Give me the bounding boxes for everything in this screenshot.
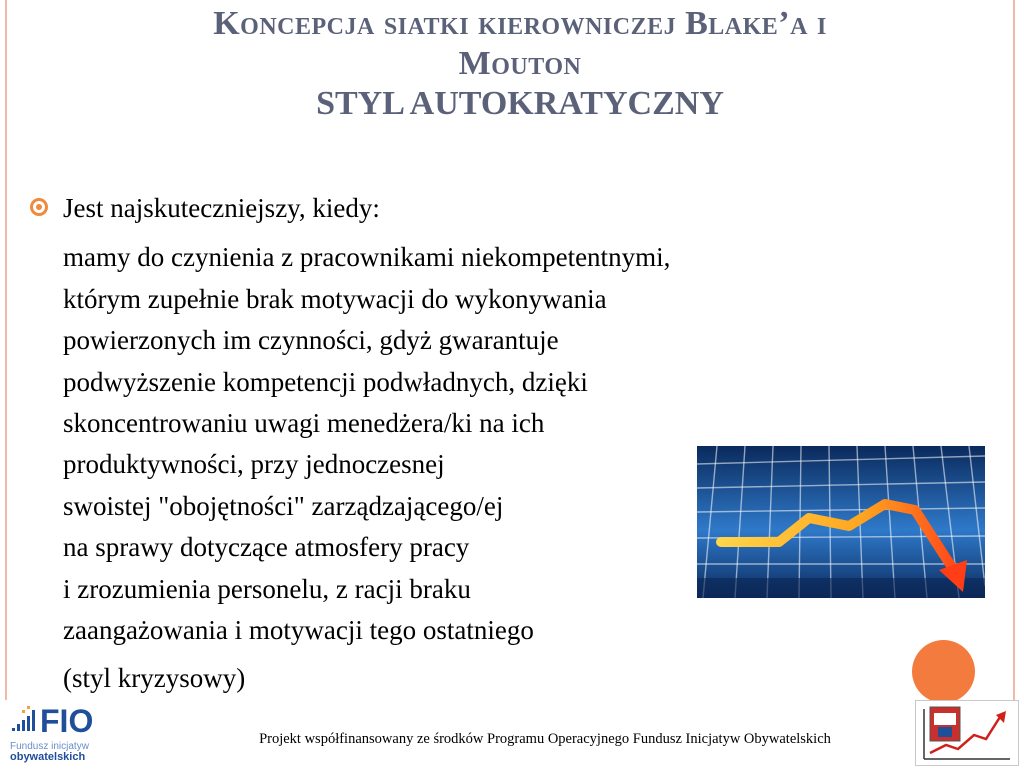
- footer-funding-text: Projekt współfinansowany ze środków Programu Operacyjnego Fundusz Inicjatyw Obywatelskich: [259, 731, 831, 747]
- body-line: i zrozumienia personelu, z racji braku: [63, 574, 471, 604]
- body-line: zaangażowania i motywacji tego ostatniego: [63, 615, 534, 645]
- declining-chart-image: [697, 446, 985, 598]
- slide-title: [60, 4, 980, 124]
- fio-logo-small-1: Fundusz inicjatyw: [10, 741, 89, 752]
- fio-logo-text: FIO: [40, 703, 94, 739]
- decorative-orange-circle: [912, 640, 975, 703]
- body-line: na sprawy dotyczące atmosfery pracy: [63, 532, 470, 562]
- title-line-1: Koncepcja siatki kierowniczej Blake’a i: [213, 5, 827, 42]
- body-line: podwyższenie kompetencji podwładnych, dzięki: [63, 367, 588, 397]
- body-line: skoncentrowaniu uwagi menedżera/ki na ich: [63, 408, 545, 438]
- body-line: produktywności, przy jednoczesnej: [63, 449, 445, 479]
- body-line: powierzonych im czynności, gdyż gwarantuje: [63, 325, 559, 355]
- body-line: swoistej "obojętności" zarządzającego/ej: [63, 491, 504, 521]
- bullet-circle-icon: [30, 198, 48, 216]
- title-line-3: STYL AUTOKRATYCZNY: [316, 85, 724, 122]
- growth-chart-logo: [915, 700, 1019, 766]
- body-line: mamy do czynienia z pracownikami niekompetentnymi,: [63, 242, 671, 272]
- closing-note: (styl kryzysowy): [63, 663, 246, 693]
- title-line-2: Mouton: [458, 45, 582, 82]
- fio-logo-small-2: obywatelskich: [10, 751, 86, 763]
- body-line: którym zupełnie brak motywacji do wykonywania: [63, 284, 607, 314]
- bullet-intro: Jest najskuteczniejszy, kiedy:: [63, 193, 380, 223]
